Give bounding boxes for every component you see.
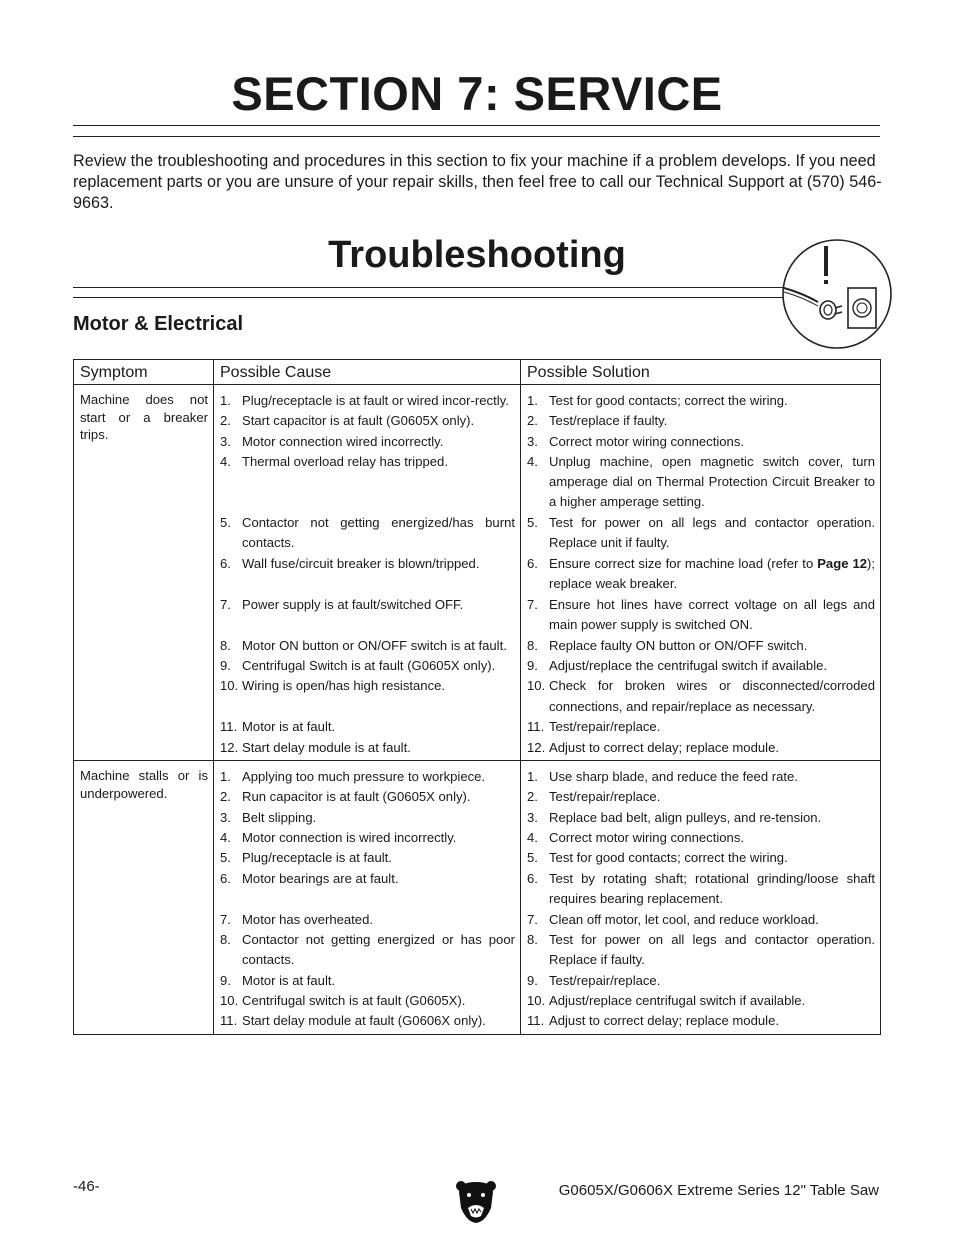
solution-text-start: Ensure correct size for machine load (refer to <box>549 555 818 571</box>
list-item <box>527 869 875 910</box>
list-item <box>220 767 515 787</box>
cause-text: Belt slipping. <box>242 809 317 825</box>
grizzly-bear-logo-icon <box>455 1178 497 1224</box>
item-number: 9. <box>527 658 538 674</box>
cause-text: Contactor not getting energized/has burnt contacts. <box>242 514 515 551</box>
item-number: 2. <box>527 789 538 805</box>
solution-text: Replace bad belt, align pulleys, and re-tension. <box>549 809 822 825</box>
item-number: 3. <box>220 433 231 449</box>
item-number: 3. <box>527 433 538 449</box>
section-title: SECTION 7: SERVICE <box>231 67 723 120</box>
list-item <box>220 971 515 991</box>
list-item <box>220 717 515 737</box>
solution-text: Test/repair/replace. <box>549 972 661 988</box>
list-item <box>220 391 515 411</box>
list-item <box>220 869 515 910</box>
troubleshooting-title: Troubleshooting <box>328 234 626 276</box>
header-possible-solution: Possible Solution <box>521 360 881 385</box>
cause-text: Contactor not getting energized or has poor contacts. <box>242 931 515 968</box>
item-number: 2. <box>220 789 231 805</box>
solution-text: Correct motor wiring connections. <box>549 829 745 845</box>
cause-text: Plug/receptacle is at fault. <box>242 850 392 866</box>
cause-text: Motor connection is wired incorrectly. <box>242 829 457 845</box>
title-rule-bottom <box>73 136 880 137</box>
item-number: 5. <box>527 850 538 866</box>
list-item <box>220 676 515 717</box>
item-number: 3. <box>220 809 231 825</box>
list-item <box>220 1011 515 1031</box>
list-item <box>527 411 875 431</box>
item-number: 6. <box>220 870 231 886</box>
cause-cell <box>214 761 521 1035</box>
item-number: 10. <box>527 993 546 1009</box>
item-number: 10. <box>527 678 546 694</box>
item-number: 11. <box>220 1013 238 1029</box>
item-number: 1. <box>527 393 538 408</box>
solution-text: Test for good contacts; correct the wiring. <box>549 850 788 866</box>
solution-text: Ensure hot lines have correct voltage on all legs and main power supply is switched ON. <box>549 596 875 633</box>
list-item <box>527 848 875 868</box>
item-number: 10. <box>220 993 239 1009</box>
solution-text: Check for broken wires or disconnected/corroded connections, and repair/replace as necessary. <box>549 678 875 714</box>
item-number: 3. <box>527 809 538 825</box>
list-item <box>220 595 515 636</box>
item-number: 10. <box>220 678 239 694</box>
list-item <box>527 452 875 513</box>
list-item <box>220 910 515 930</box>
item-number: 11. <box>527 719 545 735</box>
item-number: 7. <box>527 596 538 612</box>
symptom-cell: Machine does not start or a breaker trips. <box>74 385 214 761</box>
item-number: 2. <box>527 413 538 429</box>
list-item <box>527 676 875 717</box>
symptom-cell: Machine stalls or is underpowered. <box>74 761 214 1035</box>
cause-text: Motor connection wired incorrectly. <box>242 433 444 449</box>
solution-cell <box>521 761 881 1035</box>
troubleshooting-table <box>73 359 881 1035</box>
item-number: 9. <box>220 658 231 674</box>
cause-text: Start delay module is at fault. <box>242 739 411 755</box>
list-item <box>220 411 515 431</box>
item-number: 4. <box>527 829 538 845</box>
item-number: 6. <box>220 555 231 571</box>
page-reference: Page 12 <box>817 555 868 571</box>
item-number: 4. <box>220 453 231 469</box>
item-number: 7. <box>220 911 231 927</box>
motor-electrical-heading: Motor & Electrical <box>73 313 244 335</box>
item-number: 11. <box>220 719 238 735</box>
item-number: 12. <box>220 739 239 755</box>
list-item <box>220 787 515 807</box>
list-item <box>527 971 875 991</box>
solution-text-end: ); replace weak breaker. <box>549 555 876 592</box>
list-item <box>527 808 875 828</box>
item-number: 8. <box>220 931 231 947</box>
model-name: G0605X/G0606X Extreme Series 12" Table Saw <box>558 1182 879 1199</box>
list-item <box>220 656 515 676</box>
cause-text: Thermal overload relay has tripped. <box>242 453 448 469</box>
solution-text: Test by rotating shaft; rotational grinding/loose shaft requires bearing replacement. <box>549 870 875 906</box>
item-number: 4. <box>220 829 231 845</box>
item-number: 7. <box>527 911 538 927</box>
table-header-row <box>74 360 881 385</box>
solution-text: Clean off motor, let cool, and reduce workload. <box>549 911 819 927</box>
cause-text: Motor ON button or ON/OFF switch is at fault. <box>242 637 507 653</box>
header-symptom: Symptom <box>74 360 214 385</box>
cause-text: Power supply is at fault/switched OFF. <box>242 596 464 612</box>
cause-text: Start capacitor is at fault (G0605X only). <box>242 413 475 429</box>
list-item <box>527 787 875 807</box>
solution-text: Test for power on all legs and contactor operation. Replace if faulty. <box>549 931 875 968</box>
solution-text <box>549 554 875 595</box>
item-number: 4. <box>527 453 538 469</box>
item-number: 11. <box>527 1013 545 1029</box>
item-number: 5. <box>527 514 538 530</box>
list-item <box>527 717 875 737</box>
subtitle-rule-bottom <box>73 297 785 298</box>
header-possible-cause: Possible Cause <box>214 360 521 385</box>
cause-text: Motor has overheated. <box>242 911 374 927</box>
item-number: 6. <box>527 870 538 886</box>
list-item <box>527 738 875 758</box>
solution-text: Use sharp blade, and reduce the feed rate. <box>549 769 798 785</box>
list-item <box>527 432 875 452</box>
list-item <box>220 848 515 868</box>
list-item <box>220 828 515 848</box>
list-item <box>527 910 875 930</box>
item-number: 5. <box>220 850 231 866</box>
list-item <box>220 554 515 595</box>
list-item <box>527 930 875 971</box>
solution-text: Replace faulty ON button or ON/OFF switch. <box>549 637 808 653</box>
list-item <box>527 636 875 656</box>
list-item <box>527 828 875 848</box>
list-item <box>220 991 515 1011</box>
page-number: -46- <box>73 1178 100 1195</box>
cause-text: Run capacitor is at fault (G0605X only). <box>242 789 471 805</box>
list-item <box>527 1011 875 1031</box>
cause-text: Motor is at fault. <box>242 972 336 988</box>
subtitle-rule-top <box>73 287 785 288</box>
table-row <box>74 761 881 1035</box>
list-item <box>527 595 875 636</box>
cause-text: Motor is at fault. <box>242 719 336 735</box>
item-number: 8. <box>527 637 538 653</box>
item-number: 5. <box>220 514 231 530</box>
cause-text: Applying too much pressure to workpiece. <box>242 769 486 785</box>
item-number: 8. <box>220 637 231 653</box>
cause-text: Centrifugal switch is at fault (G0605X). <box>242 993 466 1009</box>
exclamation-plug-icon <box>780 238 894 350</box>
solution-text: Unplug machine, open magnetic switch cover, turn amperage dial on Thermal Protection Circuit Breaker to a higher amperage setting. <box>549 453 875 510</box>
list-item <box>220 930 515 971</box>
list-item <box>220 738 515 758</box>
list-item <box>220 808 515 828</box>
item-number: 7. <box>220 596 231 612</box>
cause-text: Motor bearings are at fault. <box>242 870 399 886</box>
list-item <box>527 513 875 554</box>
solution-text: Adjust/replace centrifugal switch if available. <box>549 993 806 1009</box>
list-item <box>220 452 515 513</box>
list-item <box>527 554 875 595</box>
list-item <box>220 513 515 554</box>
table-row <box>74 385 881 761</box>
cause-cell <box>214 385 521 761</box>
item-number: 2. <box>220 413 231 429</box>
cause-text: Plug/receptacle is at fault or wired incor-rectly. <box>242 393 509 408</box>
item-number: 1. <box>220 393 231 408</box>
solution-text: Correct motor wiring connections. <box>549 433 745 449</box>
cause-text: Centrifugal Switch is at fault (G0605X only). <box>242 658 496 674</box>
item-number: 9. <box>220 972 231 988</box>
list-item <box>527 991 875 1011</box>
solution-text: Test for power on all legs and contactor operation. Replace unit if faulty. <box>549 514 875 551</box>
solution-text: Test for good contacts; correct the wiring. <box>549 393 788 408</box>
solution-text: Test/repair/replace. <box>549 719 661 735</box>
item-number: 8. <box>527 931 538 947</box>
list-item <box>220 636 515 656</box>
cause-text: Start delay module at fault (G0606X only). <box>242 1013 486 1029</box>
list-item <box>220 432 515 452</box>
solution-cell <box>521 385 881 761</box>
list-item <box>527 767 875 787</box>
solution-text: Adjust to correct delay; replace module. <box>549 739 779 755</box>
intro-paragraph: Review the troubleshooting and procedures in this section to fix your machine if a problem develops. If you need replacement parts or you are unsure of your repair skills, then feel free to call our Technical Support at (570) 546-9663. <box>73 152 882 212</box>
cause-text: Wiring is open/has high resistance. <box>242 678 446 694</box>
cause-text: Wall fuse/circuit breaker is blown/tripped. <box>242 555 480 571</box>
item-number: 1. <box>527 769 538 785</box>
list-item <box>527 656 875 676</box>
item-number: 9. <box>527 972 538 988</box>
solution-text: Test/replace if faulty. <box>549 413 668 429</box>
item-number: 12. <box>527 739 546 755</box>
solution-text: Adjust/replace the centrifugal switch if available. <box>549 658 828 674</box>
item-number: 6. <box>527 555 538 571</box>
solution-text: Adjust to correct delay; replace module. <box>549 1013 779 1029</box>
list-item <box>527 391 875 411</box>
solution-text: Test/repair/replace. <box>549 789 661 805</box>
title-rule-top <box>73 125 880 126</box>
item-number: 1. <box>220 769 231 785</box>
